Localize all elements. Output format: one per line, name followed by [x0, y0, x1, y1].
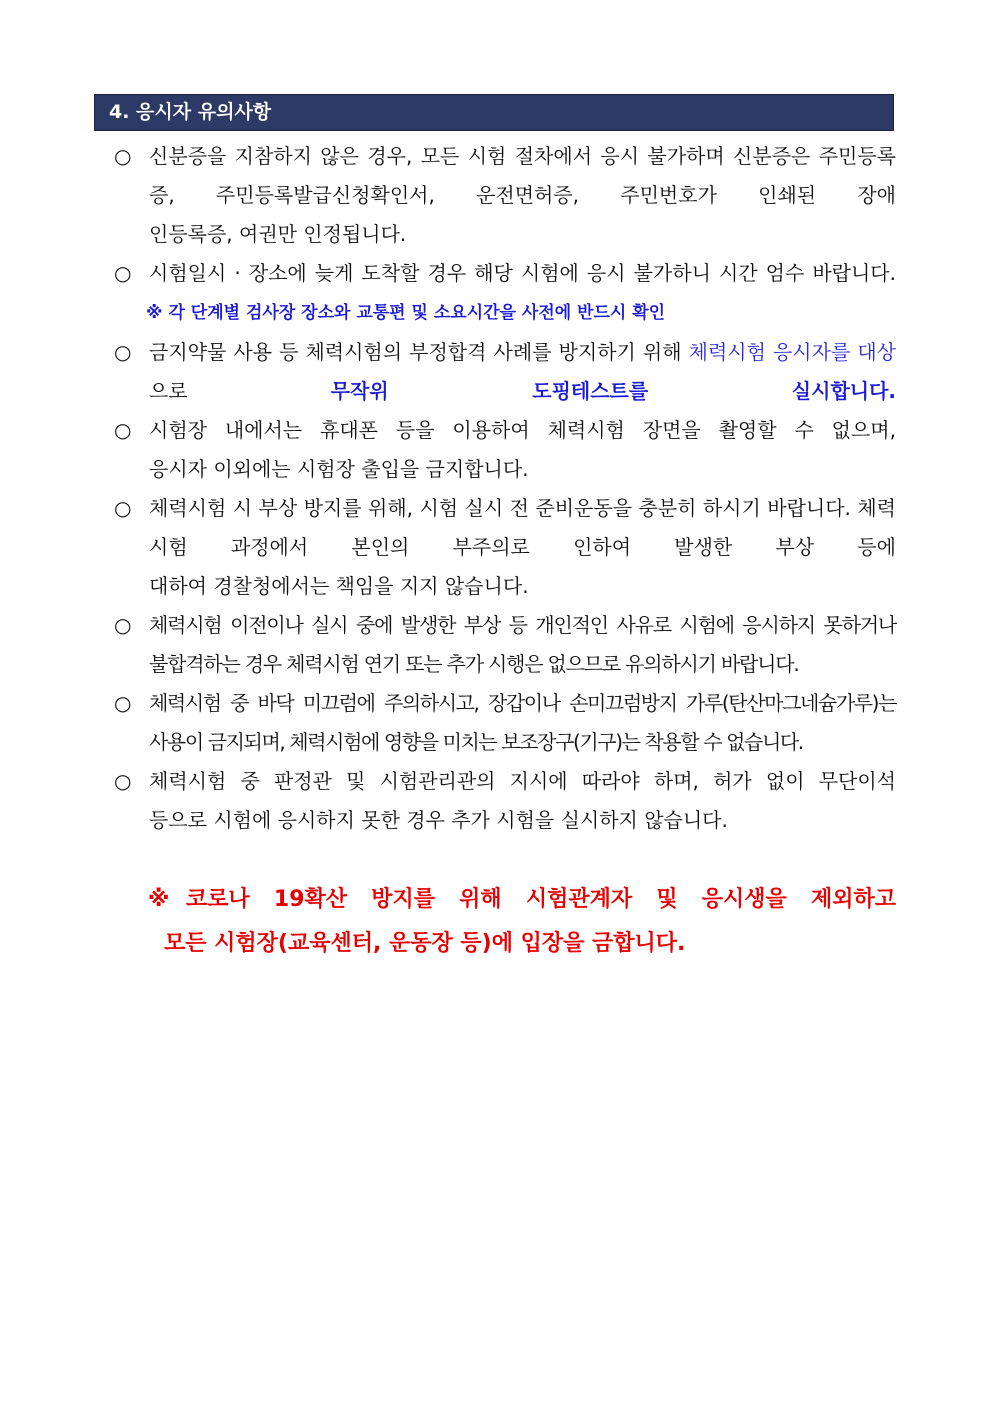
item-text-emphasis: 무작위 도핑테스트를 실시합니다.	[330, 379, 896, 403]
item-text: 시험장 내에서는 휴대폰 등을 이용하여 체력시험 장면을 촬영할 수 없으며,	[149, 418, 896, 442]
circle-bullet-icon: ○	[114, 691, 131, 715]
item-text-last: 등으로 시험에 응시하지 못한 경우 추가 시험을 실시하지 않습니다.	[149, 808, 728, 832]
item-text-highlight: 체력시험 응시자를 대상	[688, 340, 896, 364]
item-text: 금지약물 사용 등 체력시험의 부정합격 사례를 방지하기 위해	[149, 340, 682, 364]
item-text: 체력시험 시 부상 방지를 위해, 시험 실시 전 준비운동을 충분히 하시기 바랍니다. 체력시험 과정에서 본인의 부주의로 인하여 발생한 부상 등에	[149, 496, 896, 559]
list-item	[114, 254, 896, 293]
item-text: 체력시험 중 바닥 미끄럼에 주의하시고, 장갑이나 손미끄럼방지 가루(탄산마그네슘가루)는	[149, 691, 896, 715]
list-item	[114, 333, 896, 411]
item-text-last: 불합격하는 경우 체력시험 연기 또는 추가 시행은 없으므로 유의하시기 바랍니다.	[149, 652, 799, 676]
list-item	[114, 684, 896, 762]
item-text-last: 응시자 이외에는 시험장 출입을 금지합니다.	[149, 457, 529, 481]
covid-notice-line2: 모든 시험장(교육센터, 운동장 등)에 입장을 금합니다.	[164, 931, 686, 956]
section-title: 4. 응시자 유의사항	[94, 94, 894, 131]
circle-bullet-icon: ○	[114, 261, 132, 285]
circle-bullet-icon: ○	[114, 340, 132, 364]
list-item	[114, 411, 896, 489]
circle-bullet-icon: ○	[114, 613, 131, 637]
covid-notice	[148, 878, 896, 966]
note-text: ※ 각 단계별 검사장 장소와 교통편 및 소요시간을 사전에 반드시 확인	[146, 303, 666, 323]
notice-list	[114, 137, 896, 840]
item-text: 체력시험 중 판정관 및 시험관리관의 지시에 따라야 하며, 허가 없이 무단이석	[149, 769, 896, 793]
item-text-last: 시험일시 · 장소에 늦게 도착할 경우 해당 시험에 응시 불가하니 시간 엄수 바랍니다.	[149, 261, 896, 285]
item-text-last: 사용이 금지되며, 체력시험에 영향을 미치는 보조장구(기구)는 착용할 수 없습니다.	[149, 730, 803, 754]
item-text-last: 인등록증, 여권만 인정됩니다.	[149, 222, 407, 246]
item-text: 체력시험 이전이나 실시 중에 발생한 부상 등 개인적인 사유로 시험에 응시하지 못하거나	[149, 613, 896, 637]
circle-bullet-icon: ○	[114, 144, 132, 168]
list-item	[114, 137, 896, 254]
item-text: 신분증을 지참하지 않은 경우, 모든 시험 절차에서 응시 불가하며 신분증은 주민등록증, 주민등록발급신청확인서, 운전면허증, 주민번호가 인쇄된 장애	[149, 144, 896, 207]
covid-notice-line1: ※코로나 19확산 방지를 위해 시험관계자 및 응시생을 제외하고	[148, 887, 896, 912]
item-text-mid: 으로	[149, 379, 188, 403]
circle-bullet-icon: ○	[114, 418, 132, 442]
list-item	[114, 489, 896, 606]
list-item	[114, 762, 896, 840]
circle-bullet-icon: ○	[114, 769, 132, 793]
list-item	[114, 606, 896, 684]
item-text-last: 대하여 경찰청에서는 책임을 지지 않습니다.	[149, 574, 529, 598]
circle-bullet-icon: ○	[114, 496, 132, 520]
